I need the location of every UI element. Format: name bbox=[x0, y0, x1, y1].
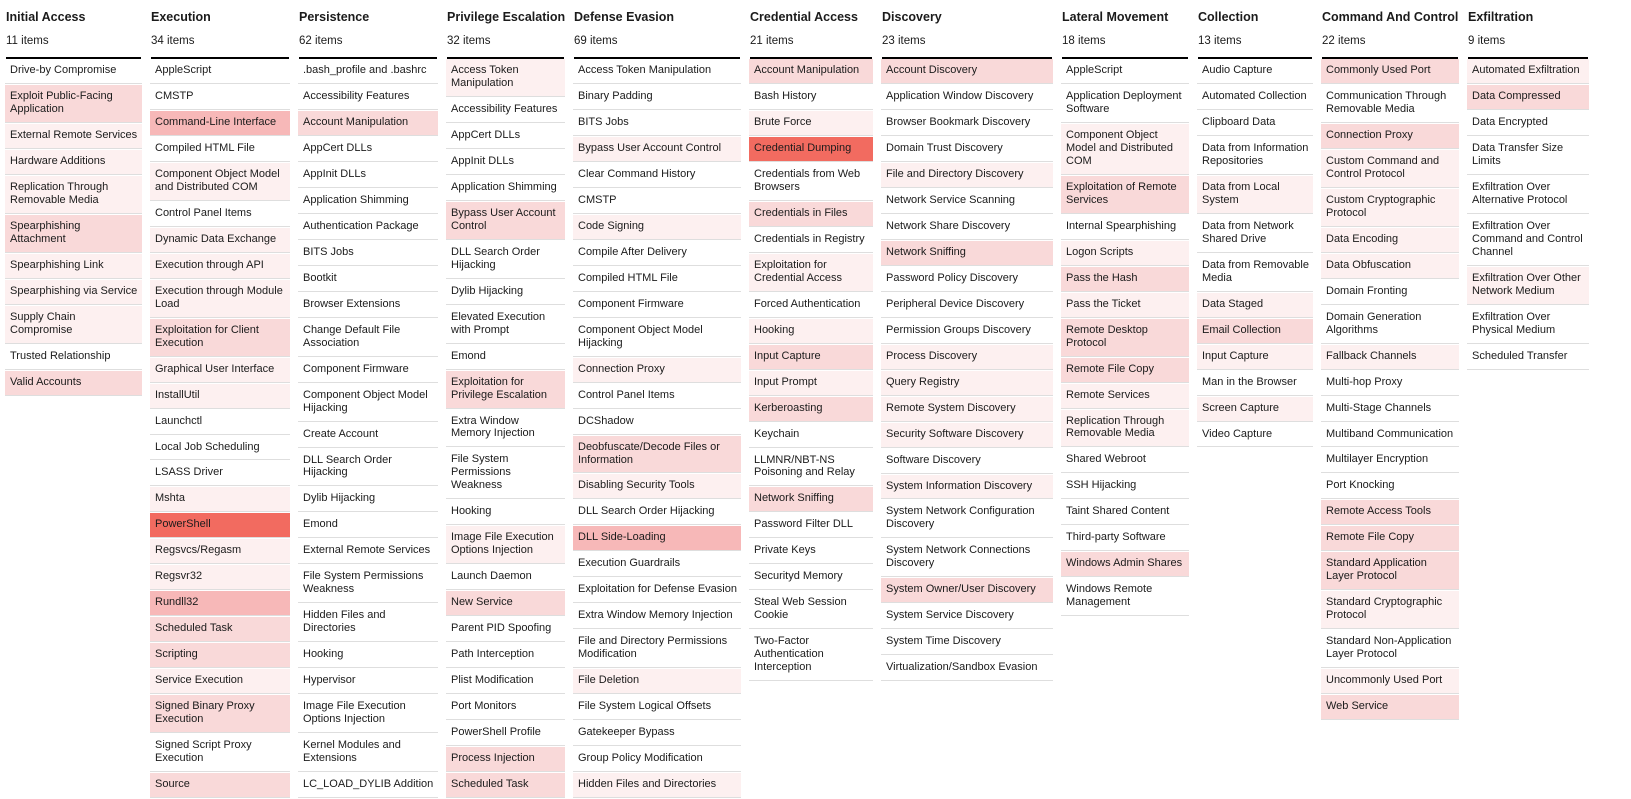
technique-cell-security-software-discovery[interactable]: Security Software Discovery bbox=[881, 423, 1053, 448]
technique-cell-windows-admin-shares[interactable]: Windows Admin Shares bbox=[1061, 552, 1189, 577]
technique-cell-password-filter-dll[interactable]: Password Filter DLL bbox=[749, 513, 873, 538]
tactic-name: Defense Evasion bbox=[574, 10, 675, 24]
tactic-item-count: 11 items bbox=[6, 35, 49, 48]
technique-cell-path-interception[interactable]: Path Interception bbox=[446, 643, 565, 668]
technique-cell-data-transfer-size-limits[interactable]: Data Transfer Size Limits bbox=[1467, 137, 1589, 175]
tactic-column-command-and-control bbox=[1321, 8, 1459, 721]
tactic-column-collection bbox=[1197, 8, 1313, 448]
tactic-item-count: 13 items bbox=[1198, 35, 1242, 48]
tactic-item-count: 22 items bbox=[1322, 35, 1366, 48]
technique-cell-credentials-in-files[interactable]: Credentials in Files bbox=[749, 202, 873, 227]
technique-cell-powershell-profile[interactable]: PowerShell Profile bbox=[446, 721, 565, 746]
technique-cell-regsvr32[interactable]: Regsvr32 bbox=[150, 565, 290, 590]
tactic-name: Persistence bbox=[299, 10, 370, 24]
technique-cell-accessibility-features[interactable]: Accessibility Features bbox=[298, 85, 438, 110]
technique-cell-hypervisor[interactable]: Hypervisor bbox=[298, 669, 438, 694]
technique-cell-network-service-scanning[interactable]: Network Service Scanning bbox=[881, 189, 1053, 214]
technique-cell-gatekeeper-bypass[interactable]: Gatekeeper Bypass bbox=[573, 721, 741, 746]
technique-cell-taint-shared-content[interactable]: Taint Shared Content bbox=[1061, 500, 1189, 525]
technique-cell-component-object-model-and-distributed-com[interactable]: Component Object Model and Distributed COM bbox=[150, 163, 290, 201]
technique-cell-component-object-model-hijacking[interactable]: Component Object Model Hijacking bbox=[573, 319, 741, 357]
tactic-name: Discovery bbox=[882, 10, 942, 24]
tactic-header bbox=[1467, 8, 1589, 59]
technique-cell-remote-desktop-protocol[interactable]: Remote Desktop Protocol bbox=[1061, 319, 1189, 357]
technique-cell-mshta[interactable]: Mshta bbox=[150, 487, 290, 512]
technique-cell-file-system-permissions-weakness[interactable]: File System Permissions Weakness bbox=[298, 565, 438, 603]
technique-cell-access-token-manipulation[interactable]: Access Token Manipulation bbox=[573, 59, 741, 84]
technique-cell-multi-hop-proxy[interactable]: Multi-hop Proxy bbox=[1321, 371, 1459, 396]
technique-cell-credential-dumping[interactable]: Credential Dumping bbox=[749, 137, 873, 162]
technique-cell-input-prompt[interactable]: Input Prompt bbox=[749, 371, 873, 396]
tactic-header bbox=[298, 8, 438, 59]
technique-cell-password-policy-discovery[interactable]: Password Policy Discovery bbox=[881, 267, 1053, 292]
technique-cell-dll-search-order-hijacking[interactable]: DLL Search Order Hijacking bbox=[573, 500, 741, 525]
technique-cell-credentials-in-registry[interactable]: Credentials in Registry bbox=[749, 228, 873, 253]
technique-cell-file-and-directory-discovery[interactable]: File and Directory Discovery bbox=[881, 163, 1053, 188]
technique-cell-automated-collection[interactable]: Automated Collection bbox=[1197, 85, 1313, 110]
technique-cell-spearphishing-via-service[interactable]: Spearphishing via Service bbox=[5, 280, 142, 305]
technique-cell-signed-script-proxy-execution[interactable]: Signed Script Proxy Execution bbox=[150, 734, 290, 772]
technique-cell-logon-scripts[interactable]: Logon Scripts bbox=[1061, 241, 1189, 266]
technique-cell-exploitation-for-defense-evasion[interactable]: Exploitation for Defense Evasion bbox=[573, 578, 741, 603]
technique-cell-appcert-dlls[interactable]: AppCert DLLs bbox=[446, 124, 565, 149]
technique-cell-local-job-scheduling[interactable]: Local Job Scheduling bbox=[150, 436, 290, 461]
technique-cell-spearphishing-link[interactable]: Spearphishing Link bbox=[5, 254, 142, 279]
technique-cell-file-system-logical-offsets[interactable]: File System Logical Offsets bbox=[573, 695, 741, 720]
technique-cell-bash-history[interactable]: Bash History bbox=[749, 85, 873, 110]
technique-cell-appinit-dlls[interactable]: AppInit DLLs bbox=[446, 150, 565, 175]
technique-cell-browser-extensions[interactable]: Browser Extensions bbox=[298, 293, 438, 318]
technique-cell-data-obfuscation[interactable]: Data Obfuscation bbox=[1321, 254, 1459, 279]
technique-cell-file-system-permissions-weakness[interactable]: File System Permissions Weakness bbox=[446, 448, 565, 499]
technique-cell-execution-through-module-load[interactable]: Execution through Module Load bbox=[150, 280, 290, 318]
technique-cell-parent-pid-spoofing[interactable]: Parent PID Spoofing bbox=[446, 617, 565, 642]
technique-cell-input-capture[interactable]: Input Capture bbox=[1197, 345, 1313, 370]
technique-cell-new-service[interactable]: New Service bbox=[446, 591, 565, 616]
technique-cell-steal-web-session-cookie[interactable]: Steal Web Session Cookie bbox=[749, 591, 873, 629]
technique-cell-remote-services[interactable]: Remote Services bbox=[1061, 384, 1189, 409]
technique-cell-component-firmware[interactable]: Component Firmware bbox=[573, 293, 741, 318]
technique-cell-image-file-execution-options-injection[interactable]: Image File Execution Options Injection bbox=[298, 695, 438, 733]
technique-cell-process-injection[interactable]: Process Injection bbox=[446, 747, 565, 772]
technique-cell-application-deployment-software[interactable]: Application Deployment Software bbox=[1061, 85, 1189, 123]
technique-cell-clipboard-data[interactable]: Clipboard Data bbox=[1197, 111, 1313, 136]
technique-cell-dll-search-order-hijacking[interactable]: DLL Search Order Hijacking bbox=[446, 241, 565, 279]
tactic-name: Credential Access bbox=[750, 10, 858, 24]
technique-cell-authentication-package[interactable]: Authentication Package bbox=[298, 215, 438, 240]
technique-cell-browser-bookmark-discovery[interactable]: Browser Bookmark Discovery bbox=[881, 111, 1053, 136]
technique-cell-execution-guardrails[interactable]: Execution Guardrails bbox=[573, 552, 741, 577]
technique-cell-application-shimming[interactable]: Application Shimming bbox=[298, 189, 438, 214]
technique-cell-graphical-user-interface[interactable]: Graphical User Interface bbox=[150, 358, 290, 383]
technique-cell-keychain[interactable]: Keychain bbox=[749, 423, 873, 448]
technique-cell-control-panel-items[interactable]: Control Panel Items bbox=[150, 202, 290, 227]
technique-cell-connection-proxy[interactable]: Connection Proxy bbox=[573, 358, 741, 383]
technique-cell-bypass-user-account-control[interactable]: Bypass User Account Control bbox=[446, 202, 565, 240]
tactic-item-count: 21 items bbox=[750, 35, 794, 48]
technique-cell-two-factor-authentication-interception[interactable]: Two-Factor Authentication Interception bbox=[749, 630, 873, 681]
technique-cell-dll-search-order-hijacking[interactable]: DLL Search Order Hijacking bbox=[298, 449, 438, 487]
technique-cell-hardware-additions[interactable]: Hardware Additions bbox=[5, 150, 142, 175]
technique-cell-automated-exfiltration[interactable]: Automated Exfiltration bbox=[1467, 59, 1589, 84]
technique-cell-change-default-file-association[interactable]: Change Default File Association bbox=[298, 319, 438, 357]
technique-cell-application-window-discovery[interactable]: Application Window Discovery bbox=[881, 85, 1053, 110]
technique-cell-emond[interactable]: Emond bbox=[446, 345, 565, 370]
technique-cell-audio-capture[interactable]: Audio Capture bbox=[1197, 59, 1313, 84]
tactic-header bbox=[1197, 8, 1313, 59]
technique-cell-network-sniffing[interactable]: Network Sniffing bbox=[881, 241, 1053, 266]
technique-cell-external-remote-services[interactable]: External Remote Services bbox=[298, 539, 438, 564]
tactic-column-defense-evasion bbox=[573, 8, 741, 799]
technique-cell-exploitation-for-privilege-escalation[interactable]: Exploitation for Privilege Escalation bbox=[446, 371, 565, 409]
tactic-name: Privilege Escalation bbox=[447, 10, 566, 24]
technique-cell-drive-by-compromise[interactable]: Drive-by Compromise bbox=[5, 59, 142, 84]
technique-cell-email-collection[interactable]: Email Collection bbox=[1197, 319, 1313, 344]
technique-cell-appcert-dlls[interactable]: AppCert DLLs bbox=[298, 137, 438, 162]
tactic-item-count: 69 items bbox=[574, 35, 618, 48]
technique-cell-port-monitors[interactable]: Port Monitors bbox=[446, 695, 565, 720]
technique-cell-compiled-html-file[interactable]: Compiled HTML File bbox=[150, 137, 290, 162]
technique-cell-clear-command-history[interactable]: Clear Command History bbox=[573, 163, 741, 188]
technique-cell-account-discovery[interactable]: Account Discovery bbox=[881, 59, 1053, 84]
tactic-header bbox=[749, 8, 873, 59]
technique-cell-command-line-interface[interactable]: Command-Line Interface bbox=[150, 111, 290, 136]
technique-cell-system-network-connections-discovery[interactable]: System Network Connections Discovery bbox=[881, 539, 1053, 577]
technique-cell-llmnr-nbt-ns-poisoning-and-relay[interactable]: LLMNR/NBT-NS Poisoning and Relay bbox=[749, 449, 873, 487]
technique-cell-dynamic-data-exchange[interactable]: Dynamic Data Exchange bbox=[150, 228, 290, 253]
technique-cell-extra-window-memory-injection[interactable]: Extra Window Memory Injection bbox=[573, 604, 741, 629]
technique-cell-video-capture[interactable]: Video Capture bbox=[1197, 423, 1313, 448]
tactic-item-count: 34 items bbox=[151, 35, 195, 48]
technique-cell-extra-window-memory-injection[interactable]: Extra Window Memory Injection bbox=[446, 410, 565, 448]
technique-cell-ssh-hijacking[interactable]: SSH Hijacking bbox=[1061, 474, 1189, 499]
technique-cell-binary-padding[interactable]: Binary Padding bbox=[573, 85, 741, 110]
technique-cell-kerberoasting[interactable]: Kerberoasting bbox=[749, 397, 873, 422]
technique-cell-create-account[interactable]: Create Account bbox=[298, 423, 438, 448]
technique-cell-service-execution[interactable]: Service Execution bbox=[150, 669, 290, 694]
technique-cell-network-share-discovery[interactable]: Network Share Discovery bbox=[881, 215, 1053, 240]
technique-cell-commonly-used-port[interactable]: Commonly Used Port bbox=[1321, 59, 1459, 84]
technique-cell-appinit-dlls[interactable]: AppInit DLLs bbox=[298, 163, 438, 188]
technique-cell-lsass-driver[interactable]: LSASS Driver bbox=[150, 461, 290, 486]
technique-cell-communication-through-removable-media[interactable]: Communication Through Removable Media bbox=[1321, 85, 1459, 123]
technique-cell-third-party-software[interactable]: Third-party Software bbox=[1061, 526, 1189, 551]
technique-cell-source[interactable]: Source bbox=[150, 773, 290, 798]
technique-cell-valid-accounts[interactable]: Valid Accounts bbox=[5, 371, 142, 396]
technique-cell-cmstp[interactable]: CMSTP bbox=[150, 85, 290, 110]
technique-cell-port-knocking[interactable]: Port Knocking bbox=[1321, 474, 1459, 499]
technique-cell-connection-proxy[interactable]: Connection Proxy bbox=[1321, 124, 1459, 149]
tactic-column-discovery bbox=[881, 8, 1053, 682]
technique-cell-applescript[interactable]: AppleScript bbox=[150, 59, 290, 84]
technique-cell-software-discovery[interactable]: Software Discovery bbox=[881, 449, 1053, 474]
technique-cell-exploitation-for-credential-access[interactable]: Exploitation for Credential Access bbox=[749, 254, 873, 292]
technique-cell-trusted-relationship[interactable]: Trusted Relationship bbox=[5, 345, 142, 370]
technique-cell-credentials-from-web-browsers[interactable]: Credentials from Web Browsers bbox=[749, 163, 873, 201]
technique-cell-internal-spearphishing[interactable]: Internal Spearphishing bbox=[1061, 215, 1189, 240]
technique-cell-data-staged[interactable]: Data Staged bbox=[1197, 293, 1313, 318]
technique-cell-cmstp[interactable]: CMSTP bbox=[573, 189, 741, 214]
technique-cell-uncommonly-used-port[interactable]: Uncommonly Used Port bbox=[1321, 669, 1459, 694]
tactic-header bbox=[881, 8, 1053, 59]
technique-cell-system-information-discovery[interactable]: System Information Discovery bbox=[881, 475, 1053, 500]
tactic-name: Execution bbox=[151, 10, 211, 24]
technique-cell-exfiltration-over-other-network-medium[interactable]: Exfiltration Over Other Network Medium bbox=[1467, 267, 1589, 305]
technique-cell-exfiltration-over-command-and-control-channel[interactable]: Exfiltration Over Command and Control Channel bbox=[1467, 215, 1589, 266]
tactic-name: Exfiltration bbox=[1468, 10, 1534, 24]
technique-cell-launchctl[interactable]: Launchctl bbox=[150, 410, 290, 435]
tactic-column-lateral-movement bbox=[1061, 8, 1189, 617]
technique-cell-multilayer-encryption[interactable]: Multilayer Encryption bbox=[1321, 448, 1459, 473]
technique-cell-image-file-execution-options-injection[interactable]: Image File Execution Options Injection bbox=[446, 526, 565, 564]
tactic-column-privilege-escalation bbox=[446, 8, 565, 799]
technique-cell-control-panel-items[interactable]: Control Panel Items bbox=[573, 384, 741, 409]
technique-cell-powershell[interactable]: PowerShell bbox=[150, 513, 290, 538]
technique-cell-standard-cryptographic-protocol[interactable]: Standard Cryptographic Protocol bbox=[1321, 591, 1459, 629]
technique-cell-data-compressed[interactable]: Data Compressed bbox=[1467, 85, 1589, 110]
tactic-column-exfiltration bbox=[1467, 8, 1589, 371]
technique-cell-process-discovery[interactable]: Process Discovery bbox=[881, 345, 1053, 370]
technique-cell-application-shimming[interactable]: Application Shimming bbox=[446, 176, 565, 201]
technique-cell-replication-through-removable-media[interactable]: Replication Through Removable Media bbox=[1061, 410, 1189, 448]
technique-cell-peripheral-device-discovery[interactable]: Peripheral Device Discovery bbox=[881, 293, 1053, 318]
tactic-name: Command And Control bbox=[1322, 10, 1459, 24]
technique-cell-domain-fronting[interactable]: Domain Fronting bbox=[1321, 280, 1459, 305]
technique-cell-compiled-html-file[interactable]: Compiled HTML File bbox=[573, 267, 741, 292]
tactic-item-count: 32 items bbox=[447, 35, 491, 48]
tactic-name: Lateral Movement bbox=[1062, 10, 1169, 24]
technique-cell-component-object-model-hijacking[interactable]: Component Object Model Hijacking bbox=[298, 384, 438, 422]
technique-cell-bits-jobs[interactable]: BITS Jobs bbox=[298, 241, 438, 266]
technique-cell-system-time-discovery[interactable]: System Time Discovery bbox=[881, 630, 1053, 655]
technique-cell-emond[interactable]: Emond bbox=[298, 513, 438, 538]
technique-cell-component-firmware[interactable]: Component Firmware bbox=[298, 358, 438, 383]
tactic-name: Initial Access bbox=[6, 10, 86, 24]
technique-cell-kernel-modules-and-extensions[interactable]: Kernel Modules and Extensions bbox=[298, 734, 438, 772]
technique-cell-hooking[interactable]: Hooking bbox=[446, 500, 565, 525]
technique-cell-remote-file-copy[interactable]: Remote File Copy bbox=[1321, 526, 1459, 551]
technique-cell-compile-after-delivery[interactable]: Compile After Delivery bbox=[573, 241, 741, 266]
technique-cell-dll-side-loading[interactable]: DLL Side-Loading bbox=[573, 526, 741, 551]
technique-cell-external-remote-services[interactable]: External Remote Services bbox=[5, 124, 142, 149]
technique-cell-hidden-files-and-directories[interactable]: Hidden Files and Directories bbox=[298, 604, 438, 642]
tactic-header bbox=[1061, 8, 1189, 59]
technique-cell-hooking[interactable]: Hooking bbox=[749, 319, 873, 344]
technique-cell-exploitation-of-remote-services[interactable]: Exploitation of Remote Services bbox=[1061, 176, 1189, 214]
technique-cell-data-from-local-system[interactable]: Data from Local System bbox=[1197, 176, 1313, 214]
technique-cell-data-encrypted[interactable]: Data Encrypted bbox=[1467, 111, 1589, 136]
technique-cell-group-policy-modification[interactable]: Group Policy Modification bbox=[573, 747, 741, 772]
technique-cell-access-token-manipulation[interactable]: Access Token Manipulation bbox=[446, 59, 565, 97]
technique-cell-applescript[interactable]: AppleScript bbox=[1061, 59, 1189, 84]
technique-cell-exploit-public-facing-application[interactable]: Exploit Public-Facing Application bbox=[5, 85, 142, 123]
tactic-name: Collection bbox=[1198, 10, 1259, 24]
technique-cell-component-object-model-and-distributed-com[interactable]: Component Object Model and Distributed COM bbox=[1061, 124, 1189, 175]
tactic-column-persistence bbox=[298, 8, 438, 799]
technique-cell-account-manipulation[interactable]: Account Manipulation bbox=[298, 111, 438, 136]
technique-cell-query-registry[interactable]: Query Registry bbox=[881, 371, 1053, 396]
technique-cell-pass-the-ticket[interactable]: Pass the Ticket bbox=[1061, 293, 1189, 318]
technique-cell-bash-profile-and-bashrc[interactable]: .bash_profile and .bashrc bbox=[298, 59, 438, 84]
technique-cell-scheduled-transfer[interactable]: Scheduled Transfer bbox=[1467, 345, 1589, 370]
technique-cell-private-keys[interactable]: Private Keys bbox=[749, 539, 873, 564]
technique-cell-account-manipulation[interactable]: Account Manipulation bbox=[749, 59, 873, 84]
technique-cell-multiband-communication[interactable]: Multiband Communication bbox=[1321, 423, 1459, 448]
technique-cell-custom-command-and-control-protocol[interactable]: Custom Command and Control Protocol bbox=[1321, 150, 1459, 188]
technique-cell-securityd-memory[interactable]: Securityd Memory bbox=[749, 565, 873, 590]
technique-cell-standard-non-application-layer-protocol[interactable]: Standard Non-Application Layer Protocol bbox=[1321, 630, 1459, 668]
technique-cell-execution-through-api[interactable]: Execution through API bbox=[150, 254, 290, 279]
tactic-header bbox=[446, 8, 565, 59]
tactic-column-initial-access bbox=[5, 8, 142, 397]
technique-cell-scheduled-task[interactable]: Scheduled Task bbox=[446, 773, 565, 798]
technique-cell-bits-jobs[interactable]: BITS Jobs bbox=[573, 111, 741, 136]
technique-cell-exfiltration-over-physical-medium[interactable]: Exfiltration Over Physical Medium bbox=[1467, 306, 1589, 344]
technique-cell-supply-chain-compromise[interactable]: Supply Chain Compromise bbox=[5, 306, 142, 344]
technique-cell-virtualization-sandbox-evasion[interactable]: Virtualization/Sandbox Evasion bbox=[881, 656, 1053, 681]
tactic-item-count: 9 items bbox=[1468, 35, 1506, 48]
technique-cell-scheduled-task[interactable]: Scheduled Task bbox=[150, 617, 290, 642]
technique-cell-remote-file-copy[interactable]: Remote File Copy bbox=[1061, 358, 1189, 383]
tactic-header bbox=[150, 8, 290, 59]
technique-cell-forced-authentication[interactable]: Forced Authentication bbox=[749, 293, 873, 318]
technique-cell-windows-remote-management[interactable]: Windows Remote Management bbox=[1061, 578, 1189, 616]
technique-cell-lc-load-dylib-addition[interactable]: LC_LOAD_DYLIB Addition bbox=[298, 773, 438, 798]
technique-cell-data-from-network-shared-drive[interactable]: Data from Network Shared Drive bbox=[1197, 215, 1313, 253]
technique-cell-custom-cryptographic-protocol[interactable]: Custom Cryptographic Protocol bbox=[1321, 189, 1459, 227]
technique-cell-screen-capture[interactable]: Screen Capture bbox=[1197, 397, 1313, 422]
technique-cell-dylib-hijacking[interactable]: Dylib Hijacking bbox=[298, 487, 438, 512]
tactic-header bbox=[1321, 8, 1459, 59]
technique-cell-domain-generation-algorithms[interactable]: Domain Generation Algorithms bbox=[1321, 306, 1459, 344]
tactic-item-count: 18 items bbox=[1062, 35, 1106, 48]
technique-cell-replication-through-removable-media[interactable]: Replication Through Removable Media bbox=[5, 176, 142, 214]
technique-cell-pass-the-hash[interactable]: Pass the Hash bbox=[1061, 267, 1189, 292]
technique-cell-elevated-execution-with-prompt[interactable]: Elevated Execution with Prompt bbox=[446, 306, 565, 344]
technique-cell-network-sniffing[interactable]: Network Sniffing bbox=[749, 487, 873, 512]
tactic-header bbox=[573, 8, 741, 59]
tactic-column-credential-access bbox=[749, 8, 873, 682]
technique-cell-standard-application-layer-protocol[interactable]: Standard Application Layer Protocol bbox=[1321, 552, 1459, 590]
technique-cell-web-service[interactable]: Web Service bbox=[1321, 695, 1459, 720]
technique-cell-data-from-information-repositories[interactable]: Data from Information Repositories bbox=[1197, 137, 1313, 175]
technique-cell-signed-binary-proxy-execution[interactable]: Signed Binary Proxy Execution bbox=[150, 695, 290, 733]
technique-cell-exfiltration-over-alternative-protocol[interactable]: Exfiltration Over Alternative Protocol bbox=[1467, 176, 1589, 214]
tactic-item-count: 62 items bbox=[299, 35, 343, 48]
technique-cell-multi-stage-channels[interactable]: Multi-Stage Channels bbox=[1321, 397, 1459, 422]
technique-cell-file-and-directory-permissions-modification[interactable]: File and Directory Permissions Modification bbox=[573, 630, 741, 668]
tactic-item-count: 23 items bbox=[882, 35, 926, 48]
technique-cell-data-encoding[interactable]: Data Encoding bbox=[1321, 228, 1459, 253]
technique-cell-accessibility-features[interactable]: Accessibility Features bbox=[446, 98, 565, 123]
technique-cell-hidden-files-and-directories[interactable]: Hidden Files and Directories bbox=[573, 773, 741, 798]
technique-cell-system-service-discovery[interactable]: System Service Discovery bbox=[881, 604, 1053, 629]
technique-cell-fallback-channels[interactable]: Fallback Channels bbox=[1321, 345, 1459, 370]
technique-cell-launch-daemon[interactable]: Launch Daemon bbox=[446, 565, 565, 590]
technique-cell-shared-webroot[interactable]: Shared Webroot bbox=[1061, 448, 1189, 473]
technique-cell-spearphishing-attachment[interactable]: Spearphishing Attachment bbox=[5, 215, 142, 253]
technique-cell-remote-access-tools[interactable]: Remote Access Tools bbox=[1321, 500, 1459, 525]
technique-cell-deobfuscate-decode-files-or-information[interactable]: Deobfuscate/Decode Files or Information bbox=[573, 436, 741, 474]
technique-cell-system-network-configuration-discovery[interactable]: System Network Configuration Discovery bbox=[881, 500, 1053, 538]
technique-cell-dcshadow[interactable]: DCShadow bbox=[573, 410, 741, 435]
technique-cell-brute-force[interactable]: Brute Force bbox=[749, 111, 873, 136]
technique-cell-input-capture[interactable]: Input Capture bbox=[749, 345, 873, 370]
technique-cell-dylib-hijacking[interactable]: Dylib Hijacking bbox=[446, 280, 565, 305]
technique-cell-code-signing[interactable]: Code Signing bbox=[573, 215, 741, 240]
technique-cell-bootkit[interactable]: Bootkit bbox=[298, 267, 438, 292]
technique-cell-installutil[interactable]: InstallUtil bbox=[150, 384, 290, 409]
tactic-header bbox=[5, 8, 142, 59]
technique-cell-man-in-the-browser[interactable]: Man in the Browser bbox=[1197, 371, 1313, 396]
technique-cell-data-from-removable-media[interactable]: Data from Removable Media bbox=[1197, 254, 1313, 292]
technique-cell-domain-trust-discovery[interactable]: Domain Trust Discovery bbox=[881, 137, 1053, 162]
technique-cell-rundll32[interactable]: Rundll32 bbox=[150, 591, 290, 616]
technique-cell-system-owner-user-discovery[interactable]: System Owner/User Discovery bbox=[881, 578, 1053, 603]
technique-cell-file-deletion[interactable]: File Deletion bbox=[573, 669, 741, 694]
technique-cell-permission-groups-discovery[interactable]: Permission Groups Discovery bbox=[881, 319, 1053, 344]
technique-cell-remote-system-discovery[interactable]: Remote System Discovery bbox=[881, 397, 1053, 422]
technique-cell-disabling-security-tools[interactable]: Disabling Security Tools bbox=[573, 474, 741, 499]
technique-cell-exploitation-for-client-execution[interactable]: Exploitation for Client Execution bbox=[150, 319, 290, 357]
technique-cell-scripting[interactable]: Scripting bbox=[150, 643, 290, 668]
technique-cell-plist-modification[interactable]: Plist Modification bbox=[446, 669, 565, 694]
technique-cell-regsvcs-regasm[interactable]: Regsvcs/Regasm bbox=[150, 539, 290, 564]
technique-cell-hooking[interactable]: Hooking bbox=[298, 643, 438, 668]
tactic-column-execution bbox=[150, 8, 290, 799]
technique-cell-bypass-user-account-control[interactable]: Bypass User Account Control bbox=[573, 137, 741, 162]
